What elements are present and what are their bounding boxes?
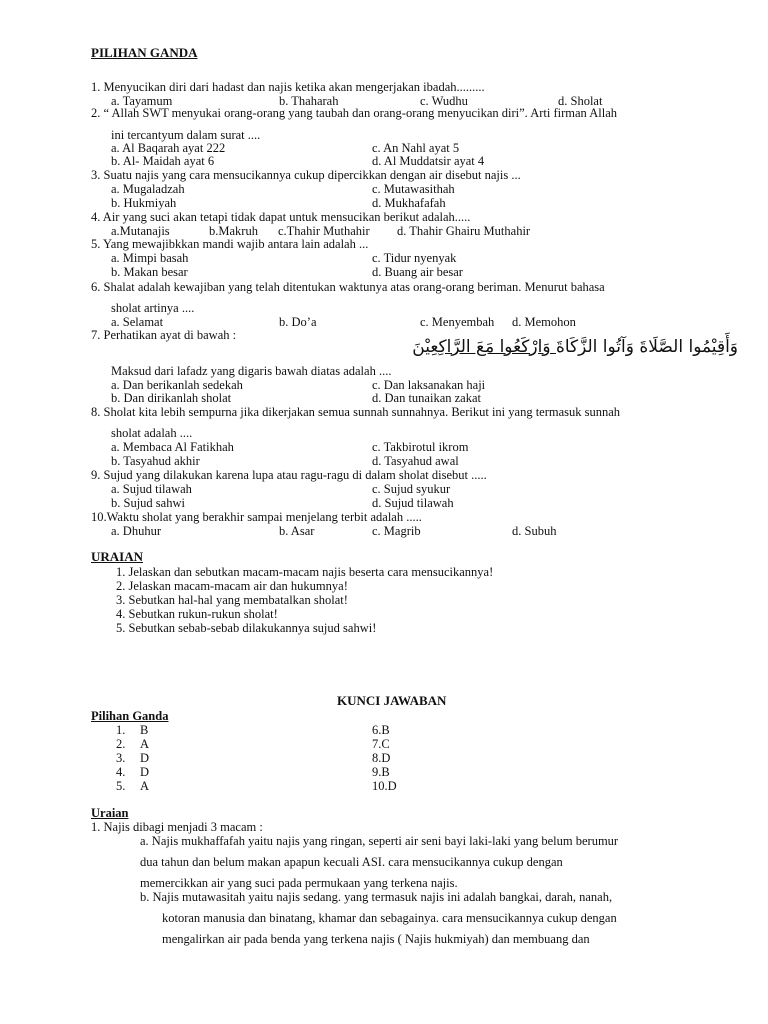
q6-option-b: b. Do’a (279, 315, 317, 329)
kunci-uraian-1a-line-1: a. Najis mukhaffafah yaitu najis yang ringan, seperti air seni bayi laki-laki yang belum berumur (140, 834, 619, 848)
q3-option-d: d. Mukhafafah (372, 196, 446, 210)
kunci-answer-right: 6.B (372, 723, 390, 737)
section-title-pilihan-ganda: PILIHAN GANDA (91, 45, 198, 60)
q9-option-d: d. Sujud tilawah (372, 496, 454, 510)
question-9: 9. Sujud yang dilakukan karena lupa atau ragu-ragu di dalam sholat disebut ..... (91, 468, 487, 482)
essay-question-5: 5. Sebutkan sebab-sebab dilakukannya sujud sahwi! (116, 621, 377, 635)
kunci-uraian-1a-line-2: dua tahun dan belum makan apapun kecuali ASI. cara mensucikannya cukup dengan (140, 855, 563, 869)
question-6-cont: sholat artinya .... (111, 301, 195, 315)
q8-option-a: a. Membaca Al Fatikhah (111, 440, 234, 454)
arabic-verse (412, 337, 738, 357)
question-5: 5. Yang mewajibkkan mandi wajib antara lain adalah ... (91, 237, 369, 251)
q4-option-a: a.Mutanajis (111, 224, 170, 238)
q4-option-b: b.Makruh (209, 224, 258, 238)
q10-option-c: c. Magrib (372, 524, 421, 538)
question-2: 2. “ Allah SWT menyukai orang-orang yang taubah dan orang-orang menyucikan diri”. Arti firman Allah (91, 106, 618, 120)
question-8: 8. Sholat kita lebih sempurna jika dikerjakan semua sunnah sunnahnya. Berikut ini yang termasuk sunnah (91, 405, 621, 419)
question-7: 7. Perhatikan ayat di bawah : (91, 328, 237, 342)
q6-option-c: c. Menyembah (420, 315, 495, 329)
q8-option-d: d. Tasyahud awal (372, 454, 459, 468)
q5-option-a: a. Mimpi basah (111, 251, 189, 265)
section-title-uraian: URAIAN (91, 549, 143, 564)
q9-option-a: a. Sujud tilawah (111, 482, 192, 496)
q5-option-d: d. Buang air besar (372, 265, 463, 279)
question-10: 10.Waktu sholat yang berakhir sampai menjelang terbit adalah ..... (91, 510, 422, 524)
q1-option-a: a. Tayamum (111, 94, 173, 108)
q6-option-d: d. Memohon (512, 315, 576, 329)
kunci-answer: D (140, 765, 150, 779)
kunci-number: 5. (116, 779, 126, 793)
question-2-cont: ini tercantyum dalam surat .... (111, 128, 261, 142)
q4-option-c: c.Thahir Muthahir (278, 224, 370, 238)
q3-option-b: b. Hukmiyah (111, 196, 177, 210)
kunci-answer: A (140, 779, 150, 793)
q2-option-d: d. Al Muddatsir ayat 4 (372, 154, 485, 168)
q7-option-d: d. Dan tunaikan zakat (372, 391, 481, 405)
question-4: 4. Air yang suci akan tetapi tidak dapat untuk mensucikan berikut adalah..... (91, 210, 471, 224)
kunci-answer-right: 9.B (372, 765, 390, 779)
q1-option-d: d. Sholat (558, 94, 603, 108)
q5-option-c: c. Tidur nyenyak (372, 251, 457, 265)
q9-option-c: c. Sujud syukur (372, 482, 451, 496)
q10-option-b: b. Asar (279, 524, 315, 538)
q3-option-c: c. Mutawasithah (372, 182, 455, 196)
essay-question-4: 4. Sebutkan rukun-rukun sholat! (116, 607, 278, 621)
question-3: 3. Suatu najis yang cara mensucikannya cukup dipercikkan dengan air disebut najis ... (91, 168, 521, 182)
q9-option-b: b. Sujud sahwi (111, 496, 185, 510)
kunci-uraian-title: Uraian (91, 806, 129, 820)
kunci-number: 2. (116, 737, 126, 751)
question-1: 1. Menyucikan diri dari hadast dan najis ketika akan mengerjakan ibadah......... (91, 80, 485, 94)
essay-question-2: 2. Jelaskan macam-macam air dan hukumnya! (116, 579, 348, 593)
q1-option-b: b. Thaharah (279, 94, 339, 108)
q2-option-a: a. Al Baqarah ayat 222 (111, 141, 226, 155)
essay-question-1: 1. Jelaskan dan sebutkan macam-macam najis beserta cara mensucikannya! (116, 565, 494, 579)
kunci-number: 3. (116, 751, 126, 765)
q2-option-b: b. Al- Maidah ayat 6 (111, 154, 215, 168)
kunci-pilihan-ganda-title: Pilihan Ganda (91, 709, 169, 723)
q7-option-b: b. Dan dirikanlah sholat (111, 391, 232, 405)
kunci-answer-right: 8.D (372, 751, 391, 765)
kunci-uraian-1: 1. Najis dibagi menjadi 3 macam : (91, 820, 263, 834)
q2-option-c: c. An Nahl ayat 5 (372, 141, 460, 155)
kunci-answer: D (140, 751, 150, 765)
arabic-verse-underlined: وَارْكَعُوا مَعَ الرَّاكِعِيْنَ (412, 337, 556, 357)
q10-option-d: d. Subuh (512, 524, 557, 538)
kunci-answer: B (140, 723, 149, 737)
q7-option-c: c. Dan laksanakan haji (372, 378, 486, 392)
arabic-verse-part-1: وَأَقِيْمُوا الصَّلَاةَ وَآتُوا الزَّكَاةَ (555, 337, 738, 357)
kunci-uraian-1a-line-3: memercikkan air yang suci pada permukaan yang terkena najis. (140, 876, 458, 890)
kunci-number: 1. (116, 723, 126, 737)
q5-option-b: b. Makan besar (111, 265, 188, 279)
q10-option-a: a. Dhuhur (111, 524, 161, 538)
kunci-answer-right: 10.D (372, 779, 397, 793)
q6-option-a: a. Selamat (111, 315, 164, 329)
kunci-number: 4. (116, 765, 126, 779)
q3-option-a: a. Mugaladzah (111, 182, 185, 196)
section-title-kunci-jawaban: KUNCI JAWABAN (337, 693, 447, 708)
q8-option-c: c. Takbirotul ikrom (372, 440, 469, 454)
kunci-answer: A (140, 737, 150, 751)
q7-option-a: a. Dan berikanlah sedekah (111, 378, 243, 392)
q8-option-b: b. Tasyahud akhir (111, 454, 200, 468)
kunci-uraian-1b-line-3: mengalirkan air pada benda yang terkena najis ( Najis hukmiyah) dan membuang dan (162, 932, 590, 946)
question-7-cont: Maksud dari lafadz yang digaris bawah diatas adalah .... (111, 364, 392, 378)
question-8-cont: sholat adalah .... (111, 426, 193, 440)
question-6: 6. Shalat adalah kewajiban yang telah ditentukan waktunya atas orang-orang beriman. Menurut bahasa (91, 280, 605, 294)
kunci-uraian-1b-line-1: b. Najis mutawasitah yaitu najis sedang. yang termasuk najis ini adalah bangkai, darah, nanah, (140, 890, 613, 904)
essay-question-3: 3. Sebutkan hal-hal yang membatalkan sholat! (116, 593, 348, 607)
q4-option-d: d. Thahir Ghairu Muthahir (397, 224, 531, 238)
kunci-answer-right: 7.C (372, 737, 390, 751)
q1-option-c: c. Wudhu (420, 94, 468, 108)
kunci-uraian-1b-line-2: kotoran manusia dan binatang, khamar dan sebagainya. cara mensucikannya cukup dengan (162, 911, 617, 925)
